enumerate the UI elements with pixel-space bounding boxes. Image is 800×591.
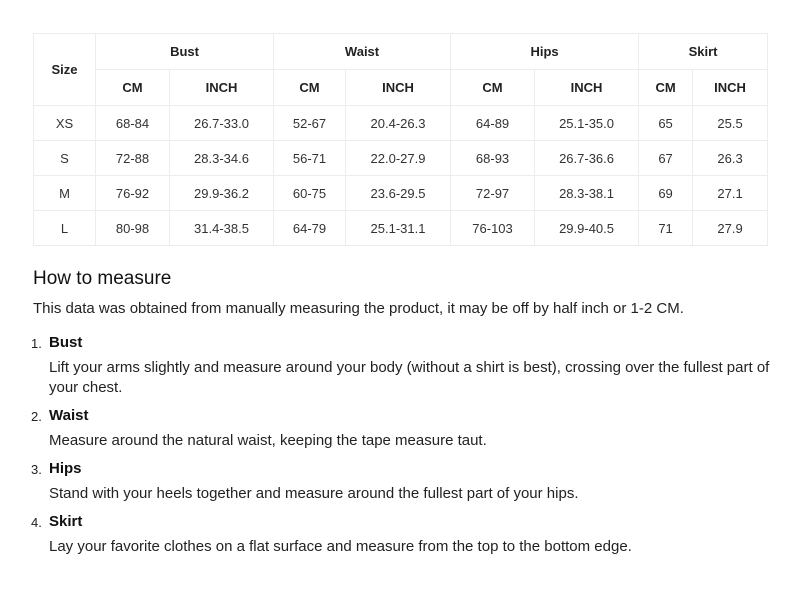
table-cell: 26.7-33.0 [170,106,274,141]
table-cell: 27.9 [693,211,768,246]
table-cell: 65 [639,106,693,141]
table-header-row [34,34,768,70]
table-cell: 25.1-35.0 [535,106,639,141]
table-cell: 72-97 [451,176,535,211]
table-cell: 29.9-40.5 [535,211,639,246]
step-number: 3. [31,462,42,477]
list-item [33,334,773,398]
table-cell: 76-103 [451,211,535,246]
table-row [34,176,768,211]
size-label-cell: L [34,211,96,246]
table-row [34,211,768,246]
table-cell: 56-71 [274,141,346,176]
size-label-cell: S [34,141,96,176]
table-cell: 52-67 [274,106,346,141]
list-item [33,513,773,557]
step-title: Skirt [49,513,83,530]
measure-steps-list [33,334,773,566]
size-label-cell: M [34,176,96,211]
table-cell: 26.3 [693,141,768,176]
table-cell: 67 [639,141,693,176]
table-cell: 25.1-31.1 [346,211,451,246]
table-cell: 68-93 [451,141,535,176]
step-description: Stand with your heels together and measure around the fullest part of your hips. [49,485,579,502]
table-cell: 71 [639,211,693,246]
table-cell: 20.4-26.3 [346,106,451,141]
unit-header: INCH [693,70,768,106]
table-cell: 64-79 [274,211,346,246]
step-number: 2. [31,409,42,424]
list-item [33,460,773,504]
table-cell: 80-98 [96,211,170,246]
table-row [34,106,768,141]
step-number: 1. [31,336,42,351]
step-number: 4. [31,515,42,530]
table-cell: 69 [639,176,693,211]
list-item [33,407,773,451]
unit-header: CM [274,70,346,106]
group-header-skirt: Skirt [639,34,768,70]
measurement-note: This data was obtained from manually measuring the product, it may be off by half inch or 1-2 CM. [33,300,684,317]
table-cell: 28.3-34.6 [170,141,274,176]
size-column-header: Size [34,34,96,106]
table-cell: 29.9-36.2 [170,176,274,211]
unit-header: CM [96,70,170,106]
table-cell: 31.4-38.5 [170,211,274,246]
size-chart-table [33,33,768,246]
table-cell: 64-89 [451,106,535,141]
step-description: Lift your arms slightly and measure around your body (without a shirt is best), crossing over the fullest part of your chest. [49,359,770,396]
table-cell: 76-92 [96,176,170,211]
table-cell: 27.1 [693,176,768,211]
table-cell: 23.6-29.5 [346,176,451,211]
table-cell: 25.5 [693,106,768,141]
step-title: Bust [49,334,83,351]
table-cell: 28.3-38.1 [535,176,639,211]
unit-header: CM [639,70,693,106]
step-description: Measure around the natural waist, keeping the tape measure taut. [49,432,487,449]
step-description: Lay your favorite clothes on a flat surface and measure from the top to the bottom edge. [49,538,632,555]
size-label-cell: XS [34,106,96,141]
section-title: How to measure [33,268,172,289]
table-cell: 72-88 [96,141,170,176]
table-cell: 60-75 [274,176,346,211]
step-title: Waist [49,407,89,424]
table-unit-row [34,70,768,106]
unit-header: CM [451,70,535,106]
table-body [34,106,768,246]
table-row [34,141,768,176]
table-cell: 22.0-27.9 [346,141,451,176]
table-cell: 26.7-36.6 [535,141,639,176]
unit-header: INCH [170,70,274,106]
table-cell: 68-84 [96,106,170,141]
group-header-waist: Waist [274,34,451,70]
group-header-bust: Bust [96,34,274,70]
step-title: Hips [49,460,82,477]
unit-header: INCH [346,70,451,106]
group-header-hips: Hips [451,34,639,70]
unit-header: INCH [535,70,639,106]
